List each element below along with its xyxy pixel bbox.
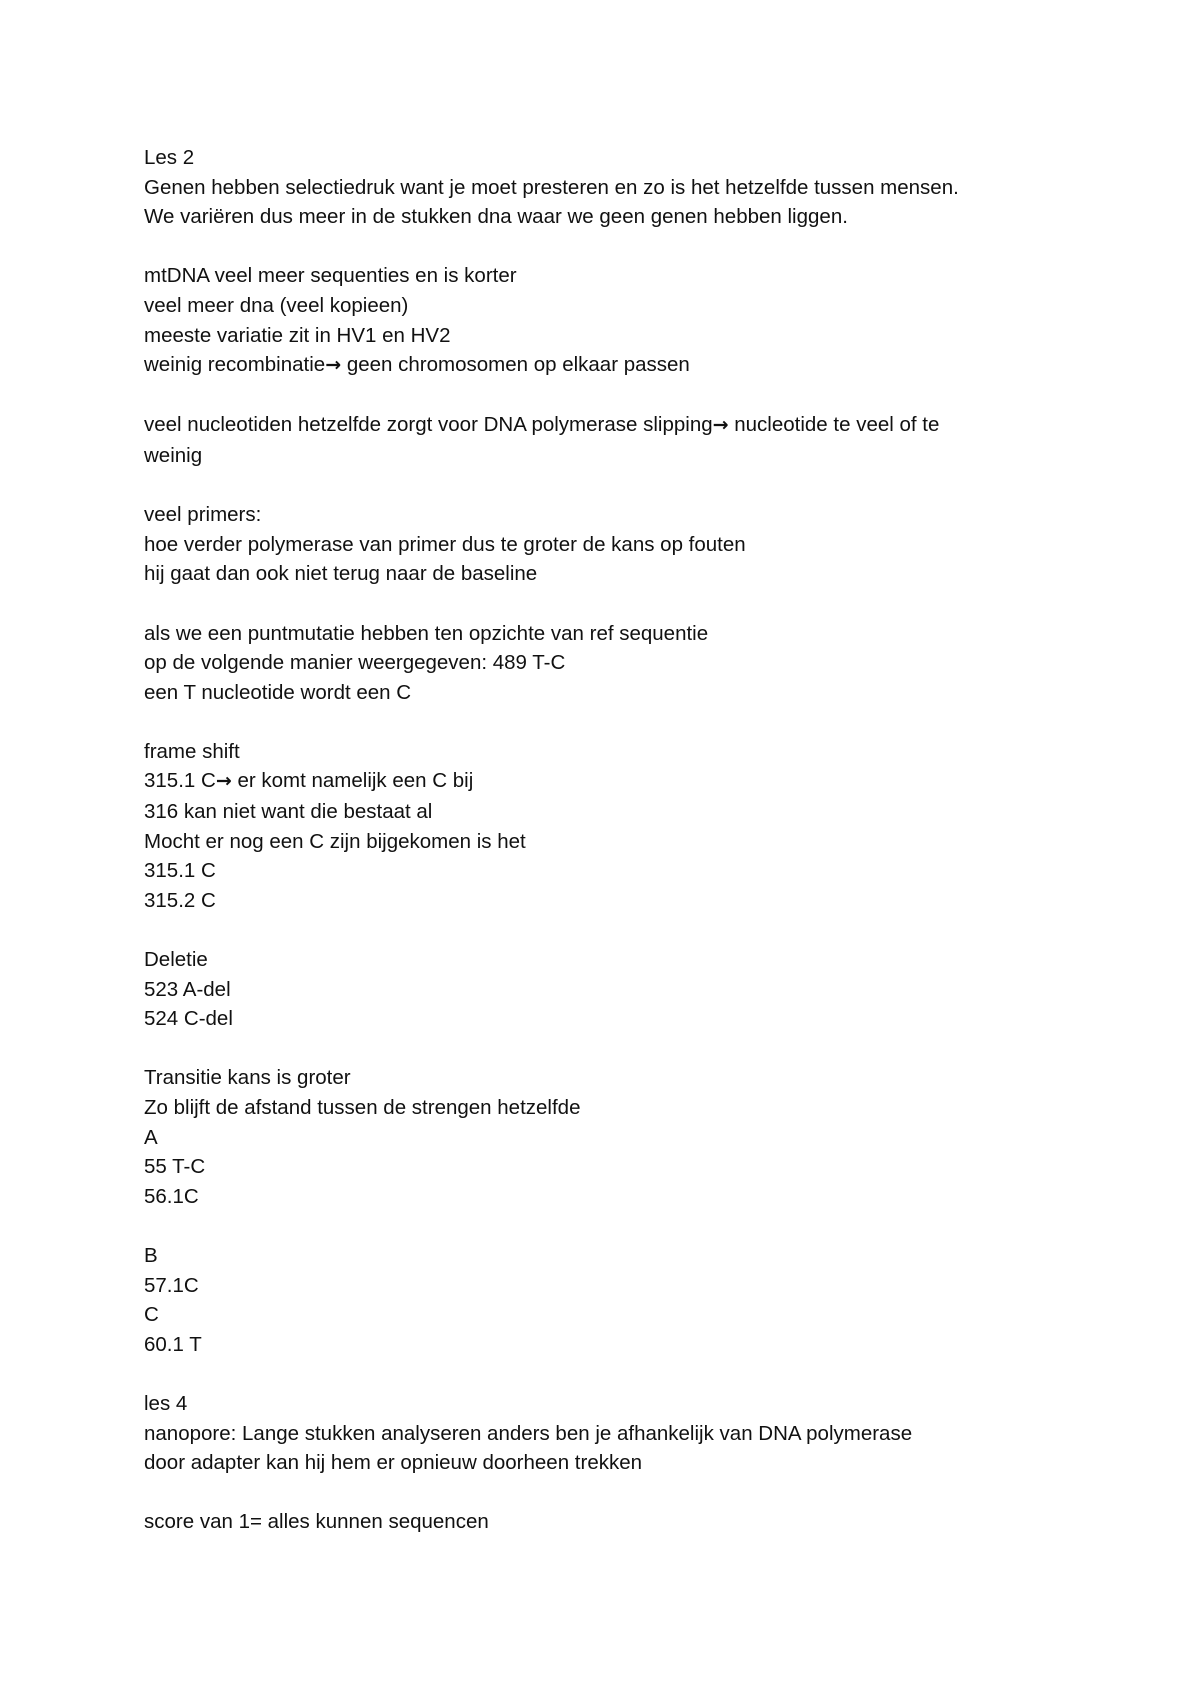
text-line: 524 C-del — [144, 1007, 233, 1031]
blank-line — [144, 232, 1044, 262]
text-line-with-arrow — [144, 410, 1044, 441]
heading-les-2: Les 2 — [144, 146, 195, 169]
text-line: 57.1C — [144, 1273, 199, 1297]
text-segment: geen chromosomen op elkaar passen — [346, 353, 690, 377]
text-line: 315.2 C — [144, 888, 216, 912]
text-line: We variëren dus meer in de stukken dna waar we geen genen hebben liggen. — [144, 205, 848, 229]
document-body — [144, 143, 1044, 1537]
text-line-with-arrow — [144, 350, 1044, 381]
text-line: Zo blijft de afstand tussen de strengen hetzelfde — [144, 1096, 581, 1119]
text-line: hij gaat dan ook niet terug naar de baseline — [144, 562, 538, 586]
text-line: score van 1= alles kunnen sequencen — [144, 1510, 489, 1534]
blank-line — [144, 915, 1044, 945]
text-line: 315.1 C — [144, 859, 216, 883]
text-line-with-arrow — [144, 766, 1044, 797]
arrow-icon: → — [712, 414, 729, 437]
text-line: C — [144, 1303, 159, 1327]
text-line: op de volgende manier weergegeven: 489 T-C — [144, 651, 566, 675]
text-segment: er komt namelijk een C bij — [237, 769, 474, 793]
text-line: weinig — [144, 443, 203, 467]
text-line: nanopore: Lange stukken analyseren anders ben je afhankelijk van DNA polymerase — [144, 1421, 913, 1445]
blank-line — [144, 589, 1044, 619]
blank-line — [144, 1211, 1044, 1241]
text-line: frame shift — [144, 739, 240, 763]
text-line: 523 A-del — [144, 977, 231, 1001]
text-line: 60.1 T — [144, 1332, 202, 1356]
text-line: een T nucleotide wordt een C — [144, 680, 412, 704]
text-line: als we een puntmutatie hebben ten opzichte van ref sequentie — [144, 621, 709, 645]
blank-line — [144, 1034, 1044, 1064]
text-line: Mocht er nog een C zijn bijgekomen is het — [144, 829, 526, 853]
text-line: B — [144, 1243, 158, 1267]
text-segment: veel nucleotiden hetzelfde zorgt voor DNA polymerase slipping — [144, 413, 713, 437]
text-segment: 315.1 C — [144, 769, 216, 793]
text-line: door adapter kan hij hem er opnieuw doorheen trekken — [144, 1451, 643, 1475]
arrow-icon: → — [325, 354, 342, 377]
text-line: 55 T-C — [144, 1155, 206, 1179]
blank-line — [144, 471, 1044, 501]
blank-line — [144, 1359, 1044, 1389]
text-segment: nucleotide te veel of te — [734, 413, 940, 437]
text-line: A — [144, 1125, 158, 1149]
text-segment: weinig recombinatie — [144, 353, 326, 377]
text-line: 56.1C — [144, 1184, 199, 1208]
text-line: mtDNA veel meer sequenties en is korter — [144, 264, 517, 288]
text-line: meeste variatie zit in HV1 en HV2 — [144, 323, 451, 347]
text-line: Genen hebben selectiedruk want je moet presteren en zo is het hetzelfde tussen mensen. — [144, 175, 959, 199]
text-line: hoe verder polymerase van primer dus te groter de kans op fouten — [144, 532, 746, 556]
blank-line — [144, 707, 1044, 737]
text-line: Transitie kans is groter — [144, 1066, 351, 1090]
text-line: veel meer dna (veel kopieen) — [144, 293, 409, 317]
heading-les-4: les 4 — [144, 1391, 188, 1415]
text-line: 316 kan niet want die bestaat al — [144, 800, 433, 824]
blank-line — [144, 381, 1044, 411]
text-line: Deletie — [144, 948, 208, 972]
arrow-icon: → — [215, 770, 232, 793]
text-line: veel primers: — [144, 503, 262, 527]
blank-line — [144, 1478, 1044, 1508]
